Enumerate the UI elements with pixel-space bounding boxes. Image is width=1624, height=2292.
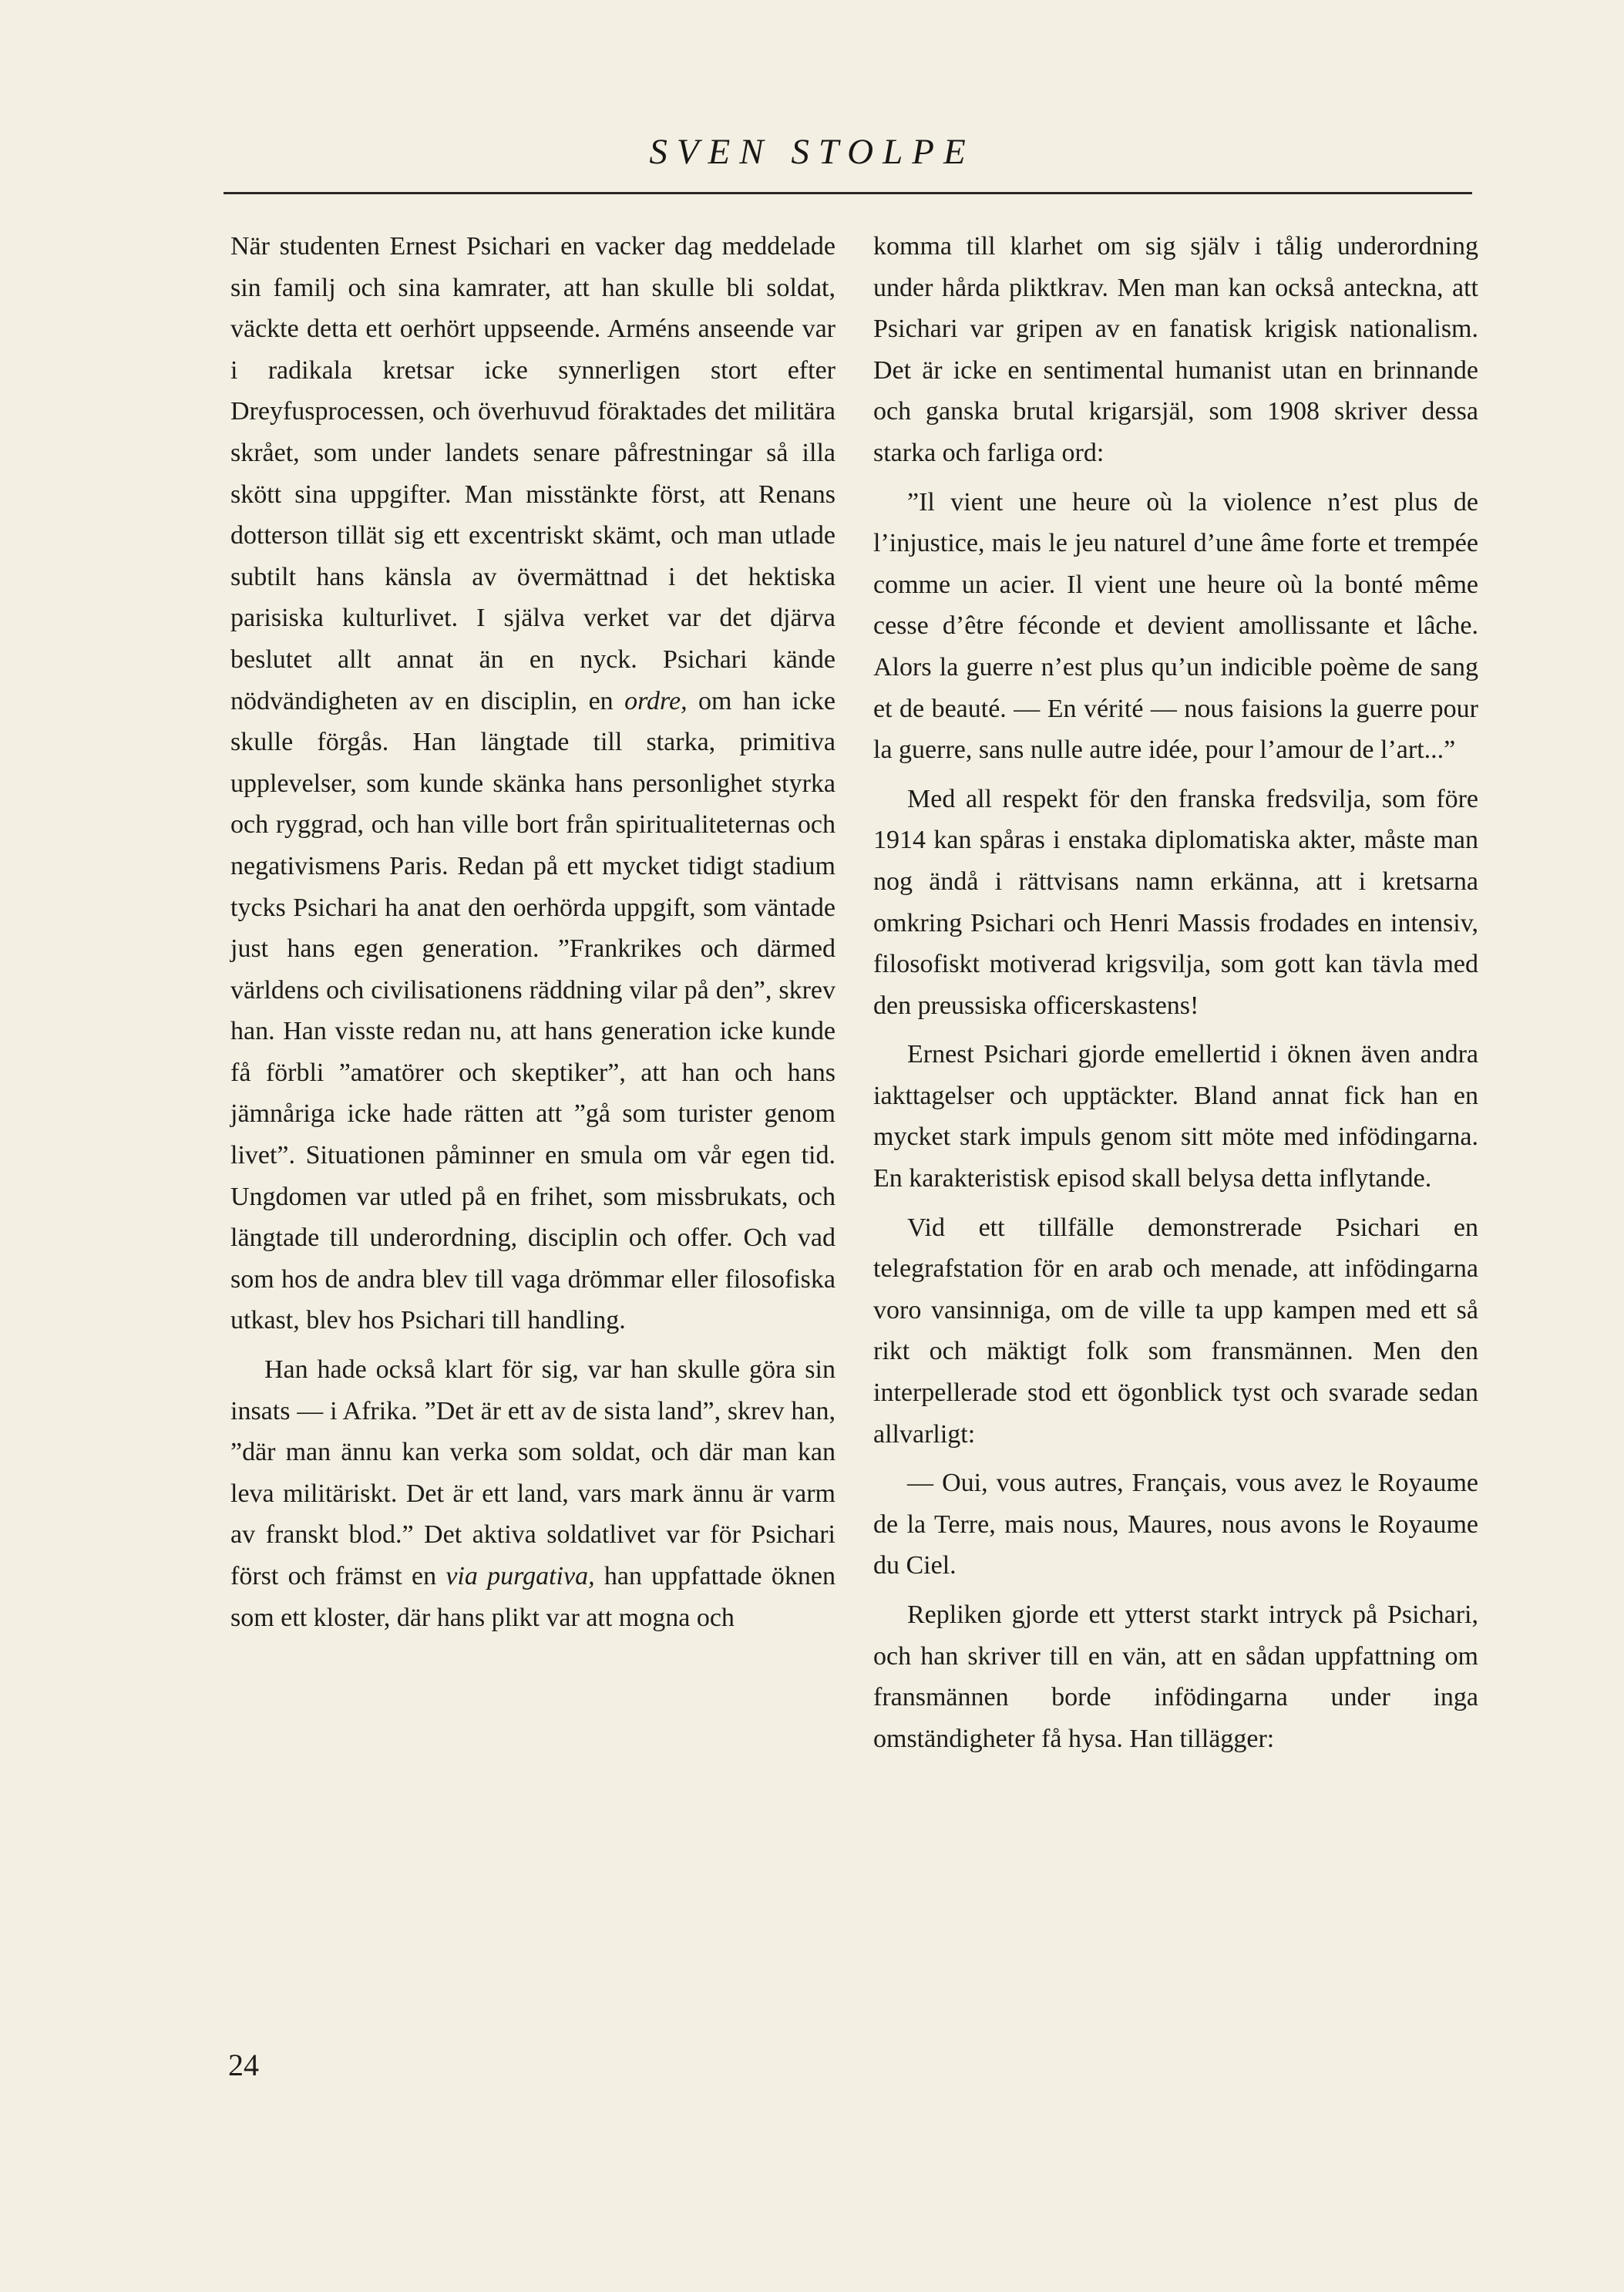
dialogue-reply: — Oui, vous autres, Français, vous avez le Royaume de la Terre, mais nous, Maures, nous avons le Royaume du Ciel. xyxy=(873,1469,1478,1580)
paragraph-right-3: Med all respekt för den franska fredsvilja, som före 1914 kan spåras i enstaka diplomatiska akter, måste man nog ändå i rättvisans namn erkänna, att i kretsarna omkring Psichari och Henri Massis frodades en intensiv, filosofiskt motiverad krigsvilja, som gott kan tävla med den preussiska officerskastens! xyxy=(873,784,1478,1020)
left-column xyxy=(230,226,836,1646)
italic-term-ordre: ordre, xyxy=(624,686,688,715)
french-quote: ”Il vient une heure où la violence n’est plus de l’injustice, mais le jeu naturel d’une âme forte et trempée comme un acier. Il vient une heure où la bonté même cesse d’être féconde et devient amollissante et lâche. Alors la guerre n’est plus qu’un indicible poème de sang et de beauté. — En vérité — nous faisions la guerre pour la guerre, sans nulle autre idée, pour l’amour de l’art...” xyxy=(873,487,1478,765)
paragraph-right-4: Ernest Psichari gjorde emellertid i öknen även andra iakttagelser och upptäckter. Bland annat fick han en mycket stark impuls genom sitt möte med infödingarna. En karakteristisk episod skall belysa detta inflytande. xyxy=(873,1040,1478,1193)
paragraph-right-5: Vid ett tillfälle demonstrerade Psichari en telegrafstation för en arab och menade, att infödingarna voro vansinniga, om de ville ta upp kampen med ett så rikt och mäktigt folk som fransmännen. Men den interpellerade stod ett ögonblick tyst och svarade sedan allvarligt: xyxy=(873,1213,1478,1449)
text-segment: om han icke skulle förgås. Han längtade till starka, primitiva upplevelser, som kunde skänka hans personlighet styrka och ryggrad, och han ville bort från spiritualiteternas och negativismens Paris. Redan på ett mycket tidigt stadium tycks Psichari ha anat den oerhörda uppgift, som väntade just hans egen generation. ”Frankrikes och därmed världens och civilisationens räddning vilar på den”, skrev han. Han visste redan nu, att hans generation icke kunde få förbli ”amatörer och skeptiker”, att han och hans jämnåriga icke hade rätten att ”gå som turister genom livet”. Situationen påminner en smula om vår egen tid. Ungdomen var utled på en frihet, som missbrukats, och längtade till underordning, disciplin och offer. Och vad som hos de andra blev till vaga drömmar eller filosofiska utkast, blev hos Psichari till handling. xyxy=(230,686,836,1335)
right-column xyxy=(873,226,1478,1767)
header-rule xyxy=(224,192,1472,194)
running-header: SVEN STOLPE xyxy=(649,132,975,172)
paragraph-left-2 xyxy=(230,1349,836,1638)
page-number: 24 xyxy=(228,2048,259,2082)
text-segment: Han hade också klart för sig, var han skulle göra sin insats — i Afrika. ”Det är ett av de sista land”, skrev han, ”där man ännu kan verka som soldat, och där man kan leva militäriskt. Det är ett land, vars mark ännu är varm av franskt blod.” Det aktiva soldatlivet var för Psichari först och främst en xyxy=(230,1355,836,1590)
paragraph-right-7: Repliken gjorde ett ytterst starkt intryck på Psichari, och han skriver till en vän, att en sådan uppfattning om fransmännen borde infödingarna under inga omständigheter få hysa. Han tillägger: xyxy=(873,1600,1478,1753)
text-segment: han uppfattade öknen som ett kloster, där hans plikt var att mogna och xyxy=(230,1562,836,1632)
text-segment: När studenten Ernest Psichari en vacker dag meddelade sin familj och sina kamrater, att han skulle bli soldat, väckte detta ett oerhört uppseende. Arméns anseende var i radikala kretsar icke synnerligen stort efter Dreyfusprocessen, och överhuvud föraktades det militära skrået, som under landets senare påfrestningar så illa skött sina uppgifter. Man misstänkte först, att Renans dotterson tillät sig ett excentriskt skämt, och man utlade subtilt hans känsla av övermättnad i det hektiska parisiska kulturlivet. I själva verket var det djärva beslutet allt annat än en nyck. Psichari kände nödvändigheten av en disciplin, en xyxy=(230,232,836,715)
italic-term-via-purgativa: via purgativa, xyxy=(446,1562,595,1590)
paragraph-left-1 xyxy=(230,226,836,1341)
paragraph-right-1: komma till klarhet om sig själv i tålig underordning under hårda pliktkrav. Men man kan också anteckna, att Psichari var gripen av en fanatisk krigisk nationalism. Det är icke en sentimental humanist utan en brinnande och ganska brutal krigarsjäl, som 1908 skriver dessa starka och farliga ord: xyxy=(873,232,1478,467)
